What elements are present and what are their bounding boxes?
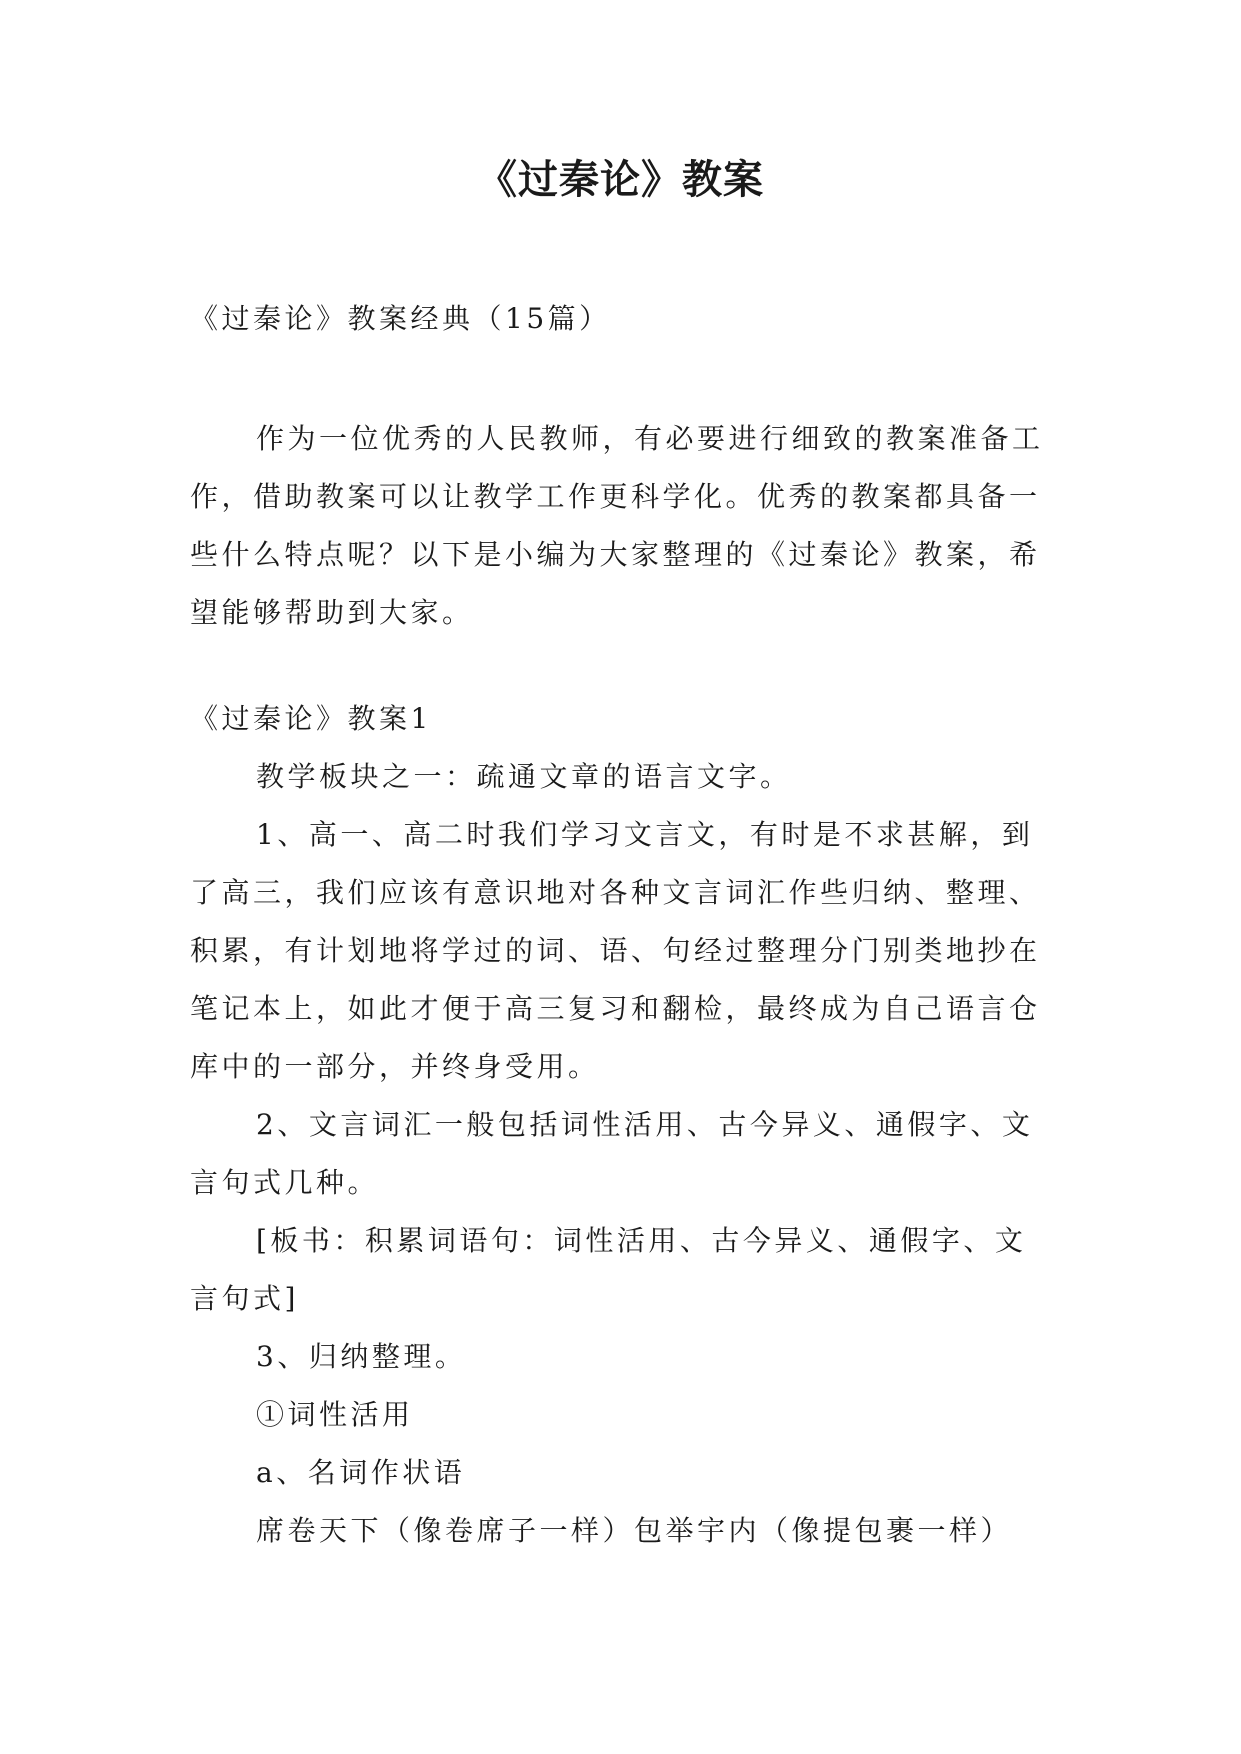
section-heading: 《过秦论》教案1 — [190, 702, 432, 735]
paragraph: 席卷天下（像卷席子一样）包举宇内（像提包裹一样） — [256, 1514, 1013, 1547]
document-title: 《过秦论》教案 — [477, 157, 764, 203]
paragraph: a、名词作状语 — [256, 1456, 466, 1489]
paragraph: 2、文言词汇一般包括词性活用、古今异义、通假字、文言句式几种。 — [190, 1108, 1034, 1199]
paragraph: ①词性活用 — [256, 1398, 414, 1431]
document-subtitle: 《过秦论》教案经典（15篇） — [190, 302, 611, 335]
paragraph: 3、归纳整理。 — [256, 1340, 467, 1373]
paragraph: 1、高一、高二时我们学习文言文，有时是不求甚解，到了高三，我们应该有意识地对各种文言词汇作些归纳、整理、积累，有计划地将学过的词、语、句经过整理分门别类地抄在笔记本上，如此才便于高三复习和翻检，最终成为自己语言仓库中的一部分，并终身受用。 — [190, 818, 1041, 1083]
intro-paragraph: 作为一位优秀的人民教师，有必要进行细致的教案准备工作，借助教案可以让教学工作更科学化。优秀的教案都具备一些什么特点呢？以下是小编为大家整理的《过秦论》教案，希望能够帮助到大家。 — [190, 422, 1044, 629]
paragraph: [板书：积累词语句：词性活用、古今异义、通假字、文言句式] — [190, 1224, 1027, 1315]
document-body — [190, 690, 1050, 1560]
paragraph: 教学板块之一：疏通文章的语言文字。 — [256, 760, 792, 793]
